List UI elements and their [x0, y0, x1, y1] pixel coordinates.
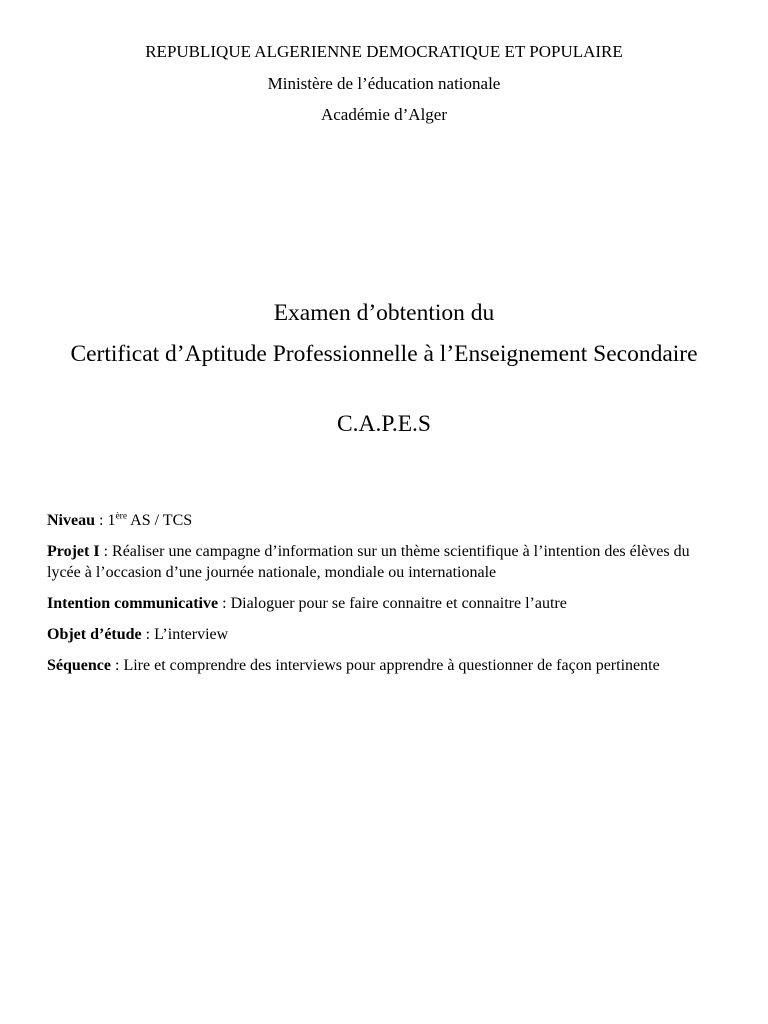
- objet-line: [47, 624, 717, 645]
- projet-separator: :: [99, 543, 113, 560]
- republic-heading: REPUBLIQUE ALGERIENNE DEMOCRATIQUE ET POPULAIRE: [145, 42, 623, 61]
- niveau-superscript: ère: [115, 511, 128, 522]
- intention-value: Dialoguer pour se faire connaitre et connaitre l’autre: [230, 595, 567, 612]
- objet-value: L’interview: [154, 626, 229, 643]
- niveau-label: Niveau: [47, 512, 95, 529]
- intention-label: Intention communicative: [47, 595, 219, 612]
- sequence-line: [47, 655, 717, 676]
- certificate-title: Certificat d’Aptitude Professionnelle à l’Enseignement Secondaire: [70, 341, 698, 367]
- intention-separator: :: [218, 595, 231, 612]
- objet-label: Objet d’étude: [47, 626, 142, 643]
- academy-heading: Académie d’Alger: [320, 105, 448, 124]
- projet-line: [47, 541, 717, 583]
- projet-label: Projet I: [47, 543, 100, 560]
- objet-separator: :: [141, 626, 155, 643]
- projet-value: Réaliser une campagne d’information sur un thème scientifique à l’intention des élèves du lycée à l’occasion d’une journée nationale, mondiale ou internationale: [47, 543, 690, 581]
- niveau-line: [47, 510, 717, 531]
- ministry-heading: Ministère de l’éducation nationale: [267, 74, 501, 93]
- niveau-value: AS / TCS: [127, 512, 193, 529]
- capes-acronym: C.A.P.E.S: [336, 411, 432, 437]
- niveau-number: 1: [107, 512, 116, 529]
- exam-title: Examen d’obtention du: [273, 300, 495, 326]
- sequence-separator: :: [111, 657, 124, 674]
- intention-line: [47, 593, 717, 614]
- sequence-label: Séquence: [47, 657, 111, 674]
- sequence-value: Lire et comprendre des interviews pour apprendre à questionner de façon pertinente: [123, 657, 660, 674]
- niveau-separator: :: [95, 512, 108, 529]
